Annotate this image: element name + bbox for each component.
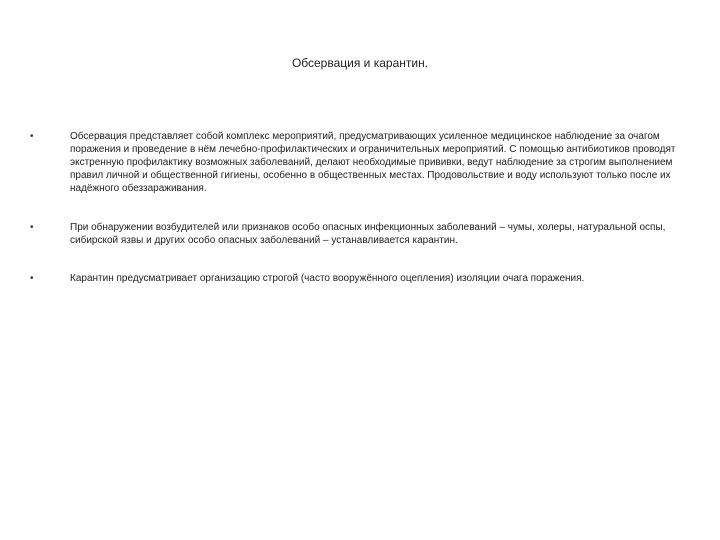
list-item — [30, 130, 680, 195]
slide-title: Обсервация и карантин. — [291, 56, 429, 70]
list-item-text: Карантин предусматривает организацию строгой (часто вооружённого оцепления) изоляции очага поражения. — [70, 273, 585, 284]
bullet-icon: • — [30, 131, 34, 142]
bullet-list — [30, 130, 680, 285]
bullet-icon: • — [30, 273, 34, 284]
list-item — [30, 272, 680, 285]
bullet-icon: • — [30, 222, 34, 233]
list-item-text: Обсервация представляет собой комплекс мероприятий, предусматривающих усиленное медицинское наблюдение за очагом поражения и проведение в нём лечебно-профилактических и ограничительных мероприятий. С помощью антибиотиков проводят экстренную профилактику возможных заболеваний, делают необходимые прививки, ведут наблюдение за строгим выполнением правил личной и общественной гигиены, особенно в общественных местах. Продовольствие и воду используют только после их надёжного обеззараживания. — [70, 131, 676, 194]
list-item-text: При обнаружении возбудителей или признаков особо опасных инфекционных заболеваний – чумы, холеры, натуральной оспы, сибирской язвы и других особо опасных заболеваний – устанавливается карантин. — [70, 222, 666, 246]
list-item — [30, 221, 680, 247]
